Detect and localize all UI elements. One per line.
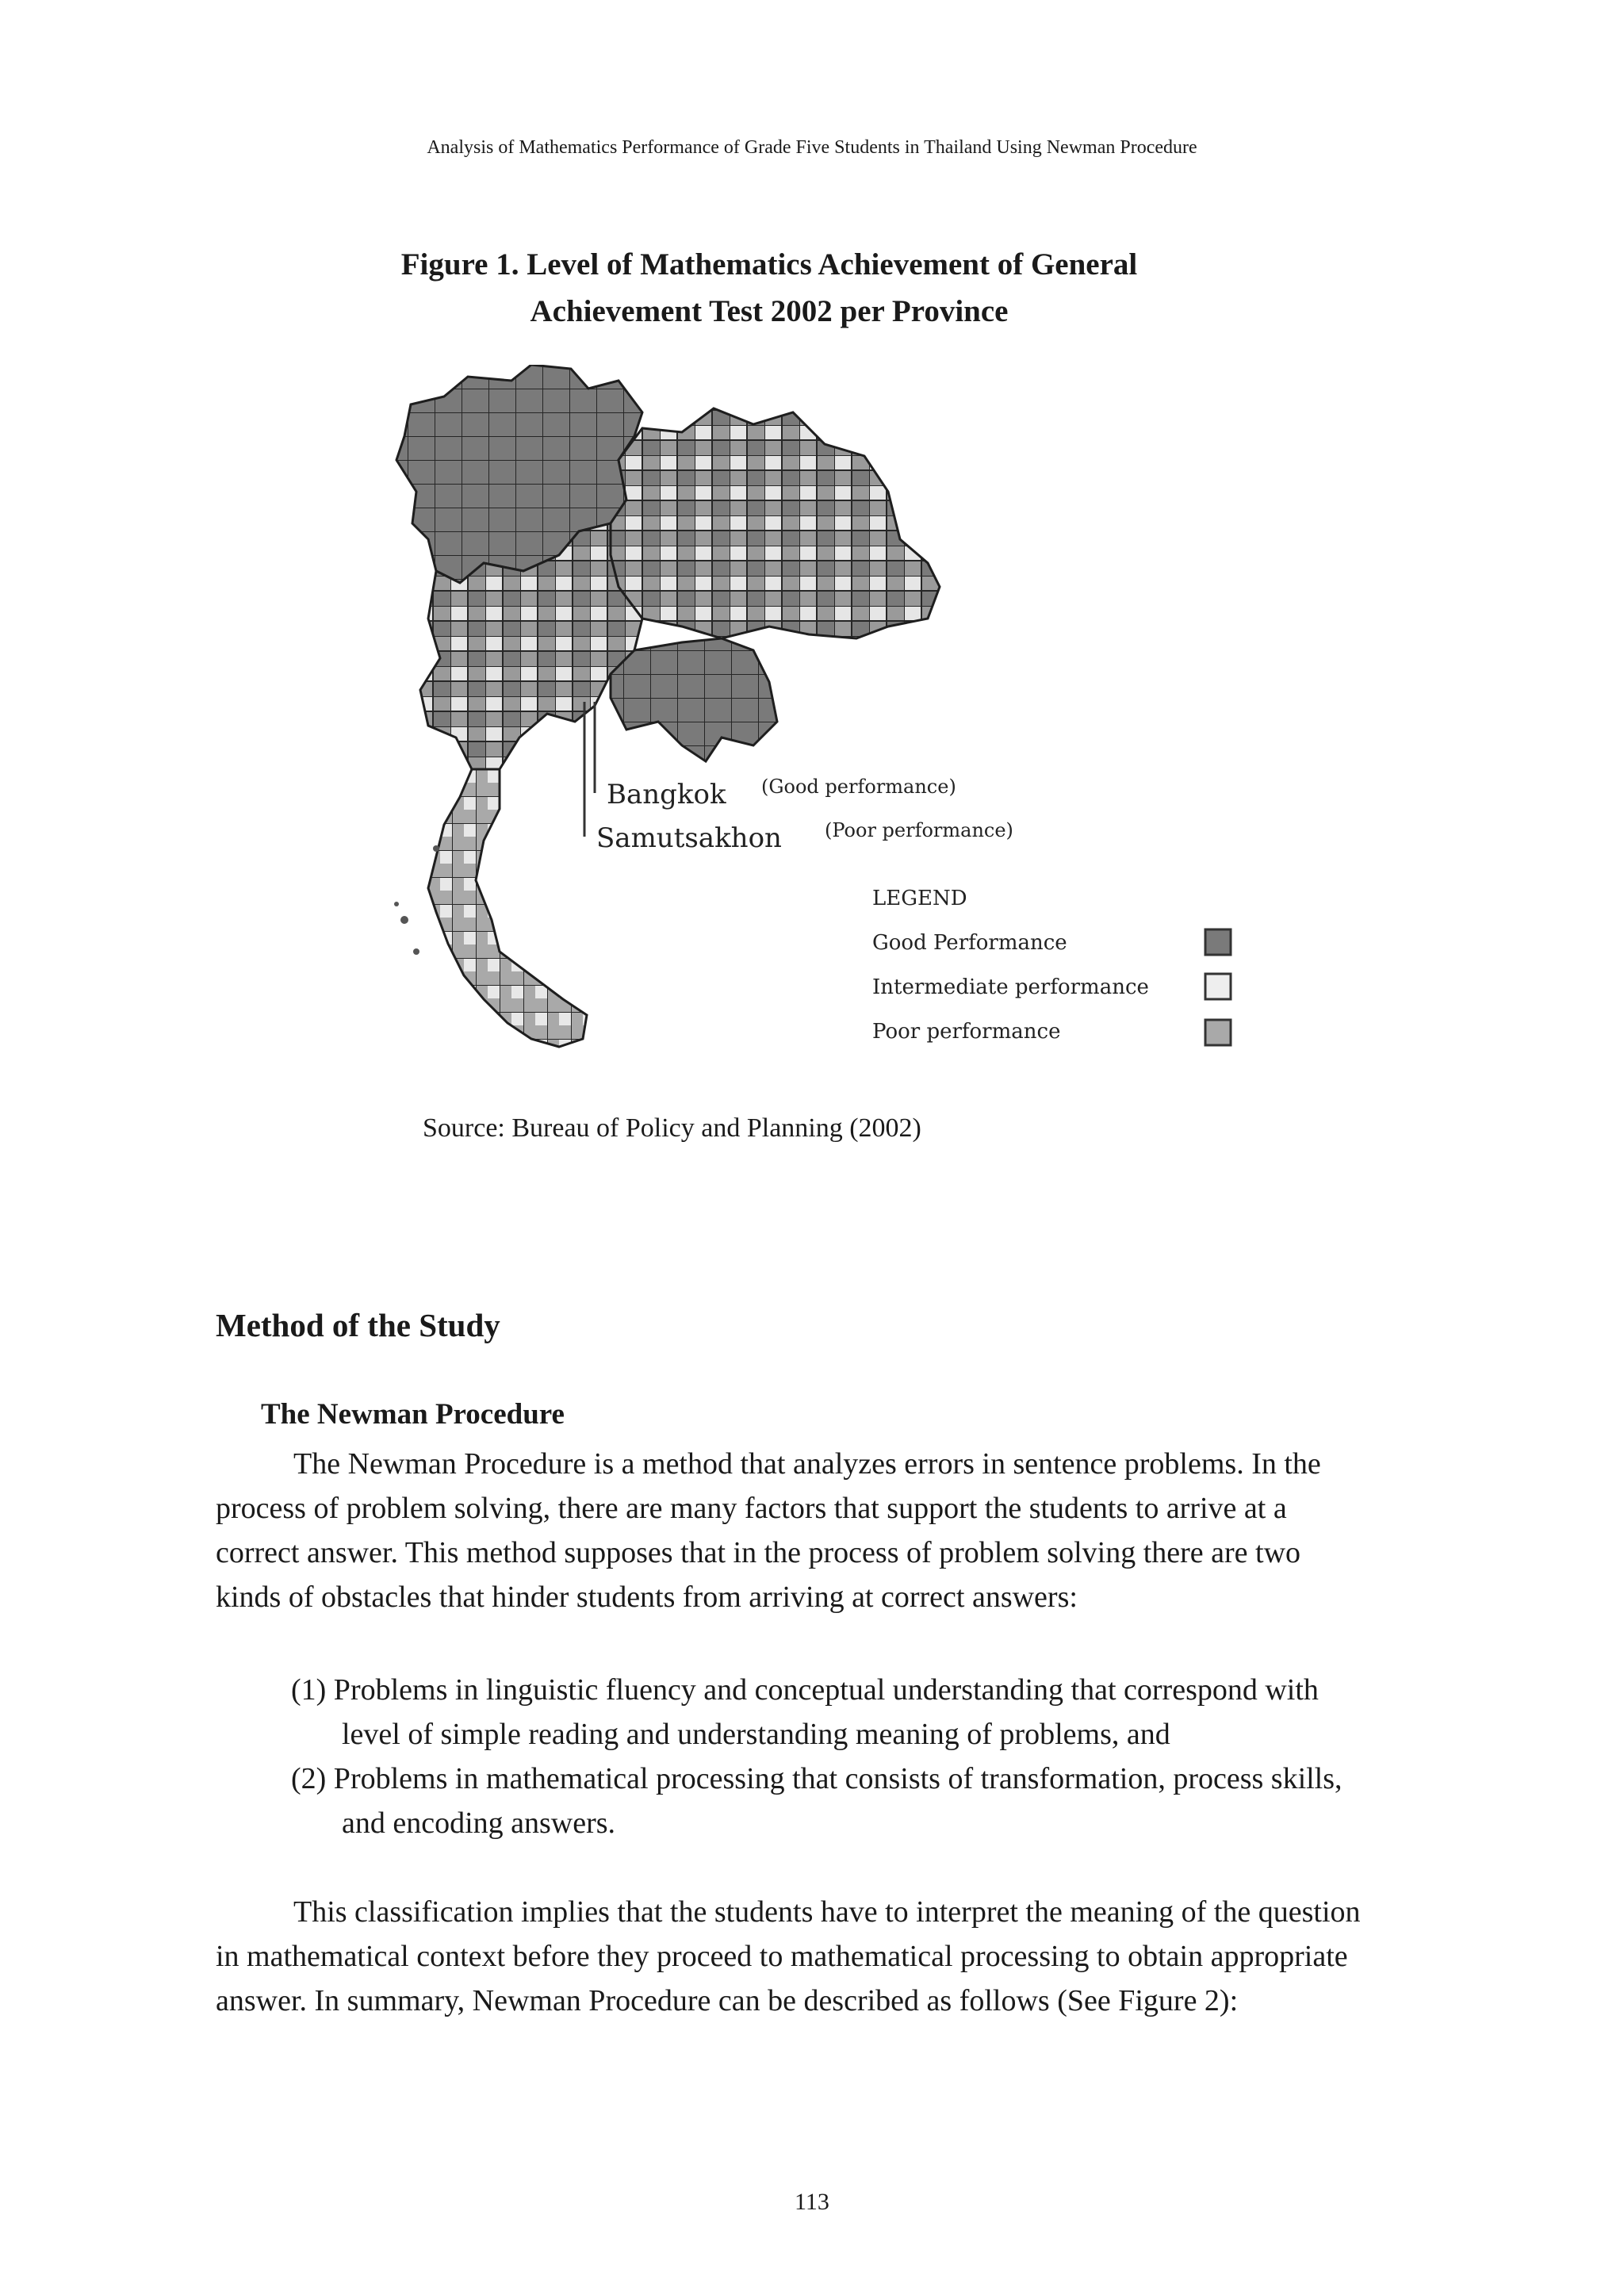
list-item-1 [291,1668,1425,1757]
paragraph-2-line-1: This classification implies that the students have to interpret the meaning of the question [293,1895,1361,1929]
page-number: 113 [795,2189,829,2215]
section-heading: Method of the Study [216,1307,500,1343]
map-region-south [428,769,587,1047]
map-island [433,845,439,852]
paragraph-1 [216,1442,1421,1619]
bangkok-label: Bangkok [607,779,726,810]
paragraph-1-line-1: The Newman Procedure is a method that analyzes errors in sentence problems. In the [293,1447,1321,1481]
paragraph-2-line-2: in mathematical context before they proceed to mathematical processing to obtain appropriate [216,1940,1348,1973]
paragraph-2-line-3: answer. In summary, Newman Procedure can be described as follows (See Figure 2): [216,1984,1239,2017]
map-island [413,948,419,955]
map-regions [394,365,940,1047]
thailand-province-map [381,365,1245,1063]
paragraph-1-line-3: correct answer. This method supposes that in the process of problem solving there are two [216,1536,1301,1569]
legend-label-intermediate: Intermediate performance [872,975,1149,999]
bangkok-note: (Good performance) [761,776,956,798]
list-item-1-line-1: (1) Problems in linguistic fluency and conceptual understanding that correspond with [291,1673,1319,1707]
figure-title-line-1: Figure 1. Level of Mathematics Achievement of General [400,247,1138,282]
legend-swatch-good [1205,929,1231,955]
figure-title [238,241,1300,335]
legend-label-good: Good Performance [872,931,1067,955]
list-item-2-line-2: and encoding answers. [342,1806,616,1840]
paragraph-1-line-2: process of problem solving, there are many factors that support the students to arrive at a [216,1492,1287,1525]
samutsakhon-label: Samutsakhon [596,822,782,854]
map-legend [872,887,1231,1045]
paragraph-1-line-4: kinds of obstacles that hinder students from arriving at correct answers: [216,1580,1078,1614]
legend-label-poor: Poor performance [872,1020,1061,1044]
legend-swatch-intermediate [1205,974,1231,999]
paragraph-2 [216,1890,1421,2023]
legend-title: LEGEND [872,887,967,910]
map-region-northeast [611,408,940,638]
map-svg [381,365,1245,1063]
map-region-east [611,638,777,761]
list-item-2-line-1: (2) Problems in mathematical processing that consists of transformation, process skills, [291,1762,1342,1795]
figure-title-line-2: Achievement Test 2002 per Province [530,294,1009,328]
map-island [400,916,408,924]
samutsakhon-note: (Poor performance) [825,819,1013,841]
list-item-1-line-2: level of simple reading and understanding meaning of problems, and [342,1718,1170,1751]
subsection-heading: The Newman Procedure [261,1398,565,1431]
list-item-2 [291,1757,1425,1845]
map-island [394,902,399,906]
running-header: Analysis of Mathematics Performance of Grade Five Students in Thailand Using Newman Procedure [427,137,1197,158]
legend-swatch-poor [1205,1020,1231,1045]
figure-source: Source: Bureau of Policy and Planning (2002) [423,1113,921,1143]
